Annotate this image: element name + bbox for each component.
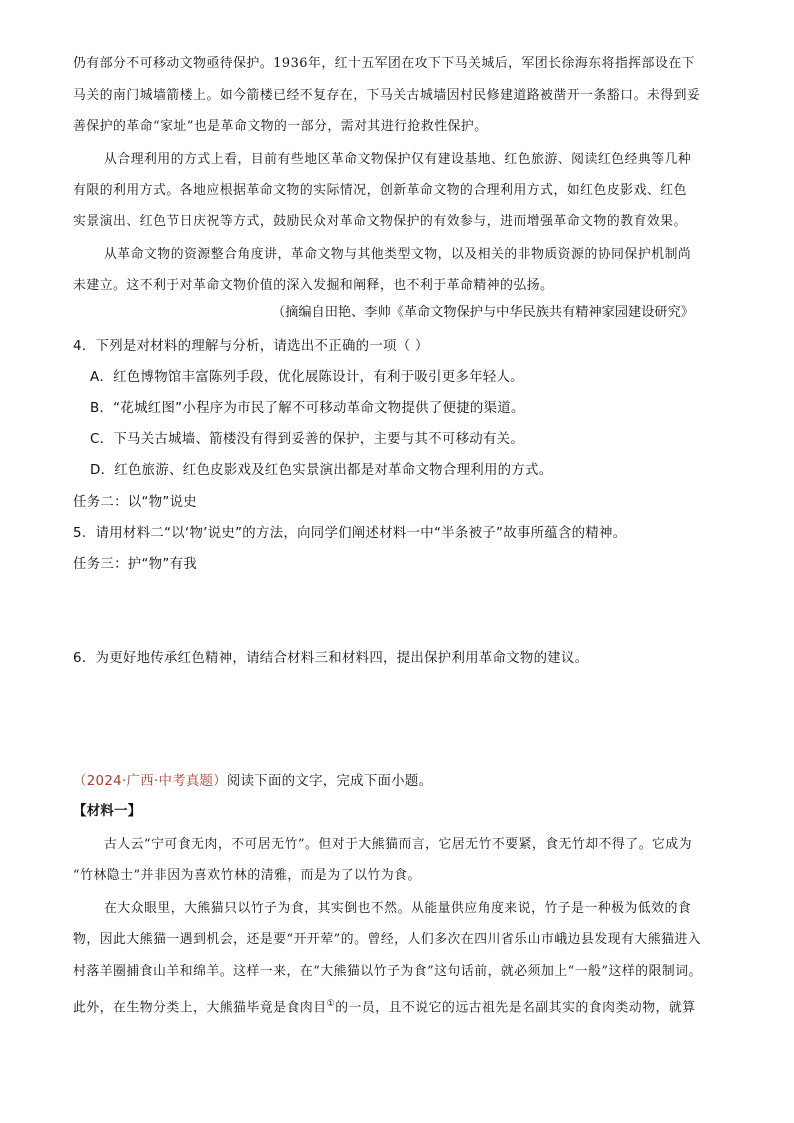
question4-option-d: D．红色旅游、红色皮影戏及红色实景演出都是对革命文物合理利用的方式。	[90, 463, 553, 478]
material3-p3-line-2: 未建立。这不利于对革命文物价值的深入发掘和阐释，也不利于革命精神的弘扬。	[73, 278, 554, 293]
material3-p2-line-3: 实景演出、红色节日庆祝等方式，鼓励民众对革命文物保护的有效参与，进而增强革命文物的教育效果。	[73, 214, 687, 229]
footnote-marker: ①	[326, 999, 336, 1009]
material3-line-1: 仍有部分不可移动文物亟待保护。1936年，红十五军团在攻下下马关城后，军团长徐海东将指挥部设在下	[73, 56, 696, 71]
question4-stem: 4．下列是对材料的理解与分析，请选出不正确的一项（ ）	[73, 339, 429, 354]
task3-title: 任务三：护“物”有我	[73, 557, 197, 572]
question6: 6．为更好地传承红色精神，请结合材料三和材料四，提出保护利用革命文物的建议。	[73, 651, 589, 666]
question4-option-a: A．红色博物馆丰富陈列手段，优化展陈设计，有利于吸引更多年轻人。	[90, 370, 524, 385]
material1-p2-line-1: 在大众眼里，大熊猫只以竹子为食，其实倒也不然。从能量供应角度来说，竹子是一种极为低效的食	[104, 901, 692, 916]
reading-instruction: 阅读下面的文字，完成下面小题。	[226, 774, 433, 789]
material3-source: （摘编自田艳、李帅《革命文物保护与中华民族共有精神家园建设研究》	[272, 305, 694, 320]
task2-title: 任务二：以“物”说史	[73, 495, 197, 510]
next-section-header	[73, 773, 432, 791]
material1-p2-line-4	[73, 995, 696, 1017]
material3-p3-line-1: 从革命文物的资源整合角度讲，革命文物与其他类型文物，以及相关的非物质资源的协同保护机制尚	[104, 247, 692, 262]
question5: 5．请用材料二“以‘物’说史”的方法，向同学们阐述材料一中“半条被子”故事所蕴含的精神。	[73, 526, 627, 541]
material1-p2-line-4-part-b: 的一员，且不说它的远古祖先是名副其实的食肉类动物，就算	[335, 1000, 696, 1016]
material1-p2-line-3: 村落羊圈捕食山羊和绵羊。这样一来，在“大熊猫以竹子为食”这句话前，就必须加上“一般”这样的限制词。	[73, 964, 702, 979]
material3-line-3: 善保护的革命“家址”也是革命文物的一部分，需对其进行抢救性保护。	[73, 119, 488, 134]
material1-p1-line-2: “竹林隐士”并非因为喜欢竹林的清雅，而是为了以竹为食。	[73, 868, 421, 883]
material3-line-2: 马关的南门城墙箭楼上。如今箭楼已经不复存在，下马关古城墙因村民修建道路被凿开一条豁口。未得到妥	[73, 88, 701, 103]
material3-p2-line-2: 有限的利用方式。各地应根据革命文物的实际情况，创新革命文物的合理利用方式，如红色皮影戏、红色	[73, 183, 687, 198]
question4-option-b: B．“花城红图”小程序为市民了解不可移动革命文物提供了便捷的渠道。	[90, 401, 525, 416]
question4-option-c: C．下马关古城墙、箭楼没有得到妥善的保护，主要与其不可移动有关。	[90, 432, 525, 447]
material1-title: 【材料一】	[73, 804, 142, 819]
material1-p2-line-4-part-a: 此外，在生物分类上，大熊猫毕竟是食肉目	[73, 1000, 327, 1016]
material3-p2-line-1: 从合理利用的方式上看，目前有些地区革命文物保护仅有建设基地、红色旅游、阅读红色经典等几种	[104, 152, 692, 167]
material1-p1-line-1: 古人云“宁可食无肉，不可居无竹”。但对于大熊猫而言，它居无竹不要紧，食无竹却不得了。它成为	[104, 837, 693, 852]
exam-source-tag: （2024·广西·中考真题）	[73, 774, 227, 789]
material1-p2-line-2: 物，因此大熊猫一遇到机会，还是要“开开荤”的。曾经，人们多次在四川省乐山市峨边县发现有大熊猫进入	[73, 932, 702, 947]
